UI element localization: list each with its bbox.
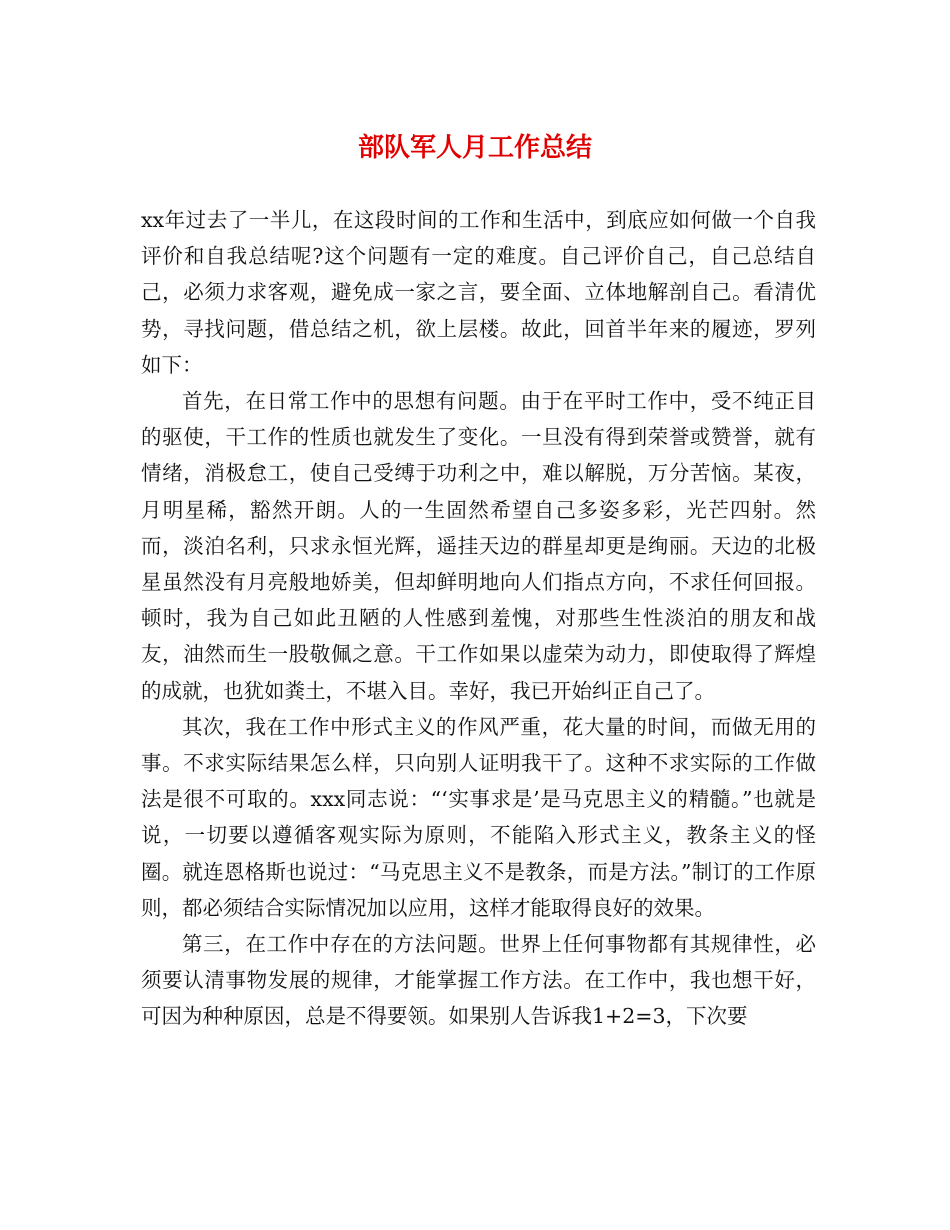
paragraph-third-point: 第三，在工作中存在的方法问题。世界上任何事物都有其规律性，必须要认清事物发展的规律，才能掌握工作方法。在工作中，我也想干好，可因为种种原因，总是不得要领。如果别人告诉我1+2=3，下次要	[141, 932, 816, 1029]
document-title: 部队军人月工作总结	[357, 133, 592, 163]
paragraph-intro: xx年过去了一半儿，在这段时间的工作和生活中，到底应如何做一个自我评价和自我总结呢?这个问题有一定的难度。自己评价自己，自己总结自己，必须力求客观，避免成一家之言，要全面、立体地解剖自己。看清优势，寻找问题，借总结之机，欲上层楼。故此，回首半年来的履迹，罗列如下：	[141, 208, 816, 377]
document-body	[141, 202, 816, 1035]
paragraph-second-point: 其次，我在工作中形式主义的作风严重，花大量的时间，而做无用的事。不求实际结果怎么样，只向别人证明我干了。这种不求实际的工作做法是很不可取的。xxx同志说：“‘实事求是’是马克思主义的精髓。”也就是说，一切要以遵循客观实际为原则，不能陷入形式主义，教条主义的怪圈。就连恩格斯也说过：“马克思主义不是教条，而是方法。”制订的工作原则，都必须结合实际情况加以应用，这样才能取得良好的效果。	[141, 714, 816, 920]
paragraph-first-point: 首先，在日常工作中的思想有问题。由于在平时工作中，受不纯正目的驱使，干工作的性质也就发生了变化。一旦没有得到荣誉或赞誉，就有情绪，消极怠工，使自己受缚于功利之中，难以解脱，万分苦恼。某夜，月明星稀，豁然开朗。人的一生固然希望自己多姿多彩，光芒四射。然而，淡泊名利，只求永恒光辉，遥挂天边的群星却更是绚丽。天边的北极星虽然没有月亮般地娇美，但却鲜明地向人们指点方向，不求任何回报。顿时，我为自己如此丑陋的人性感到羞愧，对那些生性淡泊的朋友和战友，油然而生一股敬佩之意。干工作如果以虚荣为动力，即使取得了辉煌的成就，也犹如粪土，不堪入目。幸好，我已开始纠正自己了。	[141, 389, 816, 703]
